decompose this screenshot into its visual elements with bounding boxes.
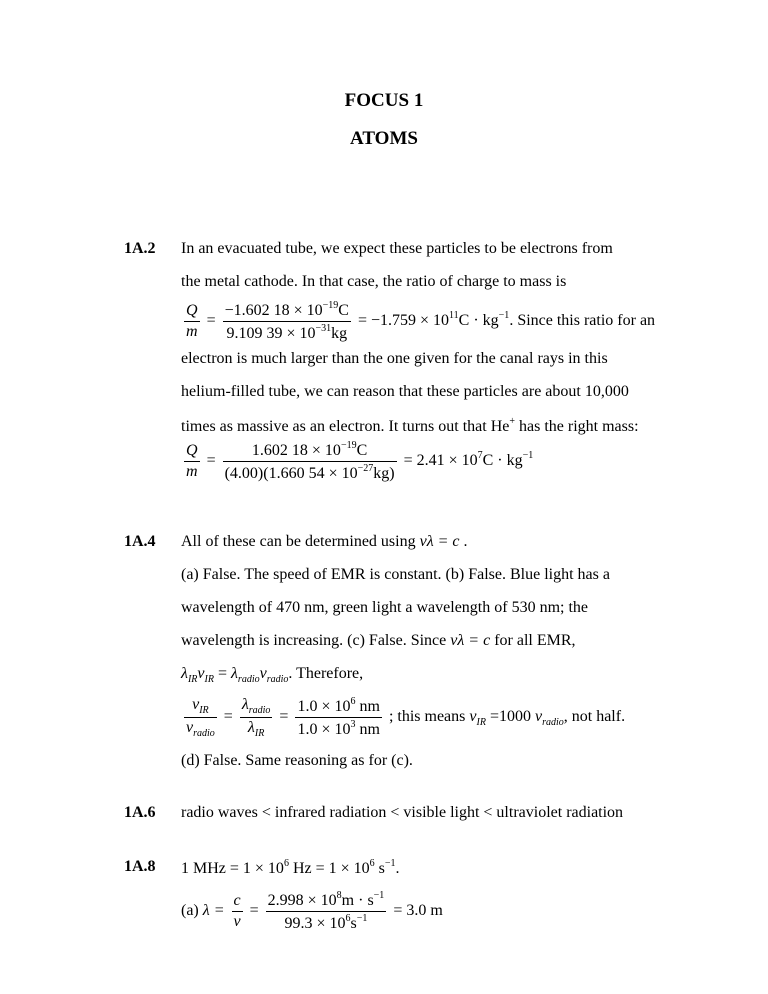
page-subtitle: ATOMS: [350, 128, 418, 149]
problem-1A2-line3: electron is much larger than the one given for the canal rays in this: [181, 350, 608, 367]
problem-1A2-line1: In an evacuated tube, we expect these particles to be electrons from: [181, 240, 613, 257]
fraction-lambda-ratio: $\frac{\lambda_{radio}}{\lambda_{IR}}$: [241, 696, 271, 739]
fraction-helium-values: $\frac{1.602 18 \times 10^{-19}C}{(4.00)(1.660 54 \times 10^{-27}kg)}$: [224, 440, 395, 482]
fraction-q-over-m-2: $\frac{Q}{m}$: [186, 442, 198, 480]
problem-1A4-line5: $\lambda_{IR}\nu_{IR} = \lambda_{radio}\nu_{radio}$. Therefore,: [181, 665, 364, 685]
problem-1A2-line5: times as massive as an electron. It turns out that He+ has the right mass:: [181, 416, 639, 435]
fraction-wavelength-values: $\frac{1.0 \times 10^6 nm}{1.0 \times 10^3 nm}$: [297, 696, 380, 738]
page-title: FOCUS 1: [344, 90, 424, 111]
problem-1A2-line2: the metal cathode. In that case, the ratio of charge to mass is: [181, 273, 567, 290]
equation-charge-to-mass-helium: $\frac{Q}{m}$ = $\frac{1.602 18 \times 10^{-19}C}{(4.00)(1.660 54 \times 10^{-27}kg)}$ = $2.41 \times 10^7C \cdot kg^{-1}$: [186, 440, 534, 482]
fraction-q-over-m: $\frac{Q}{m}$: [186, 302, 198, 340]
problem-1A2-line4: helium-filled tube, we can reason that these particles are about 10,000: [181, 383, 629, 400]
problem-1A4-line4: wavelength is increasing. (c) False. Since νλ = c for all EMR,: [181, 632, 576, 649]
problem-1A4-line1: All of these can be determined using νλ = c .: [181, 533, 468, 550]
fraction-electron-values: $\frac{-1.602 18 \times 10^{-19}C}{9.109 39 \times 10^{-31}kg}$: [224, 300, 349, 342]
problem-label-1A8: 1A.8: [124, 858, 156, 875]
problem-1A6-text: radio waves < infrared radiation < visible light < ultraviolet radiation: [181, 804, 624, 821]
problem-1A4-line6: (d) False. Same reasoning as for (c).: [181, 752, 413, 769]
equation-frequency-ratio: $\frac{\nu_{IR}}{\nu_{radio}}$ = $\frac{\lambda_{radio}}{\lambda_{IR}}$ = $\frac{1.0 \times 10^6 nm}{1.0 \times 10^3 nm}$ ; this means $\nu_{IR} =1000$ $\nu_{radio}$, not half.: [186, 696, 626, 739]
problem-1A4-line3: wavelength of 470 nm, green light a wavelength of 530 nm; the: [181, 599, 589, 616]
problem-label-1A2: 1A.2: [124, 240, 156, 257]
fraction-c-over-nu: $\frac{c}{\nu}$: [233, 892, 241, 930]
problem-1A4-line2: (a) False. The speed of EMR is constant. (b) False. Blue light has a: [181, 566, 610, 583]
fraction-nu-ratio: $\frac{\nu_{IR}}{\nu_{radio}}$: [186, 696, 215, 739]
fraction-wavelength-values-2: $\frac{2.998 \times 10^8m \cdot s^{-1}}{99.3 \times 10^6s^{-1}}$: [267, 890, 385, 932]
problem-label-1A4: 1A.4: [124, 533, 156, 550]
problem-1A8-line1: 1 MHz = $1 \times 10^6$ $Hz = 1 \times 10^6$ $s^{-1}$.: [181, 858, 400, 877]
problem-label-1A6: 1A.6: [124, 804, 156, 821]
equation-charge-to-mass-electron: $\frac{Q}{m}$ = $\frac{-1.602 18 \times 10^{-19}C}{9.109 39 \times 10^{-31}kg}$ = $-1.759 \times 10^{11}C \cdot kg^{-1}$. Since this ratio for an: [186, 300, 656, 342]
equation-wavelength: (a) λ = $\frac{c}{\nu}$ = $\frac{2.998 \times 10^8m \cdot s^{-1}}{99.3 \times 10^6s^{-1}}$ = 3.0 m: [181, 890, 443, 932]
